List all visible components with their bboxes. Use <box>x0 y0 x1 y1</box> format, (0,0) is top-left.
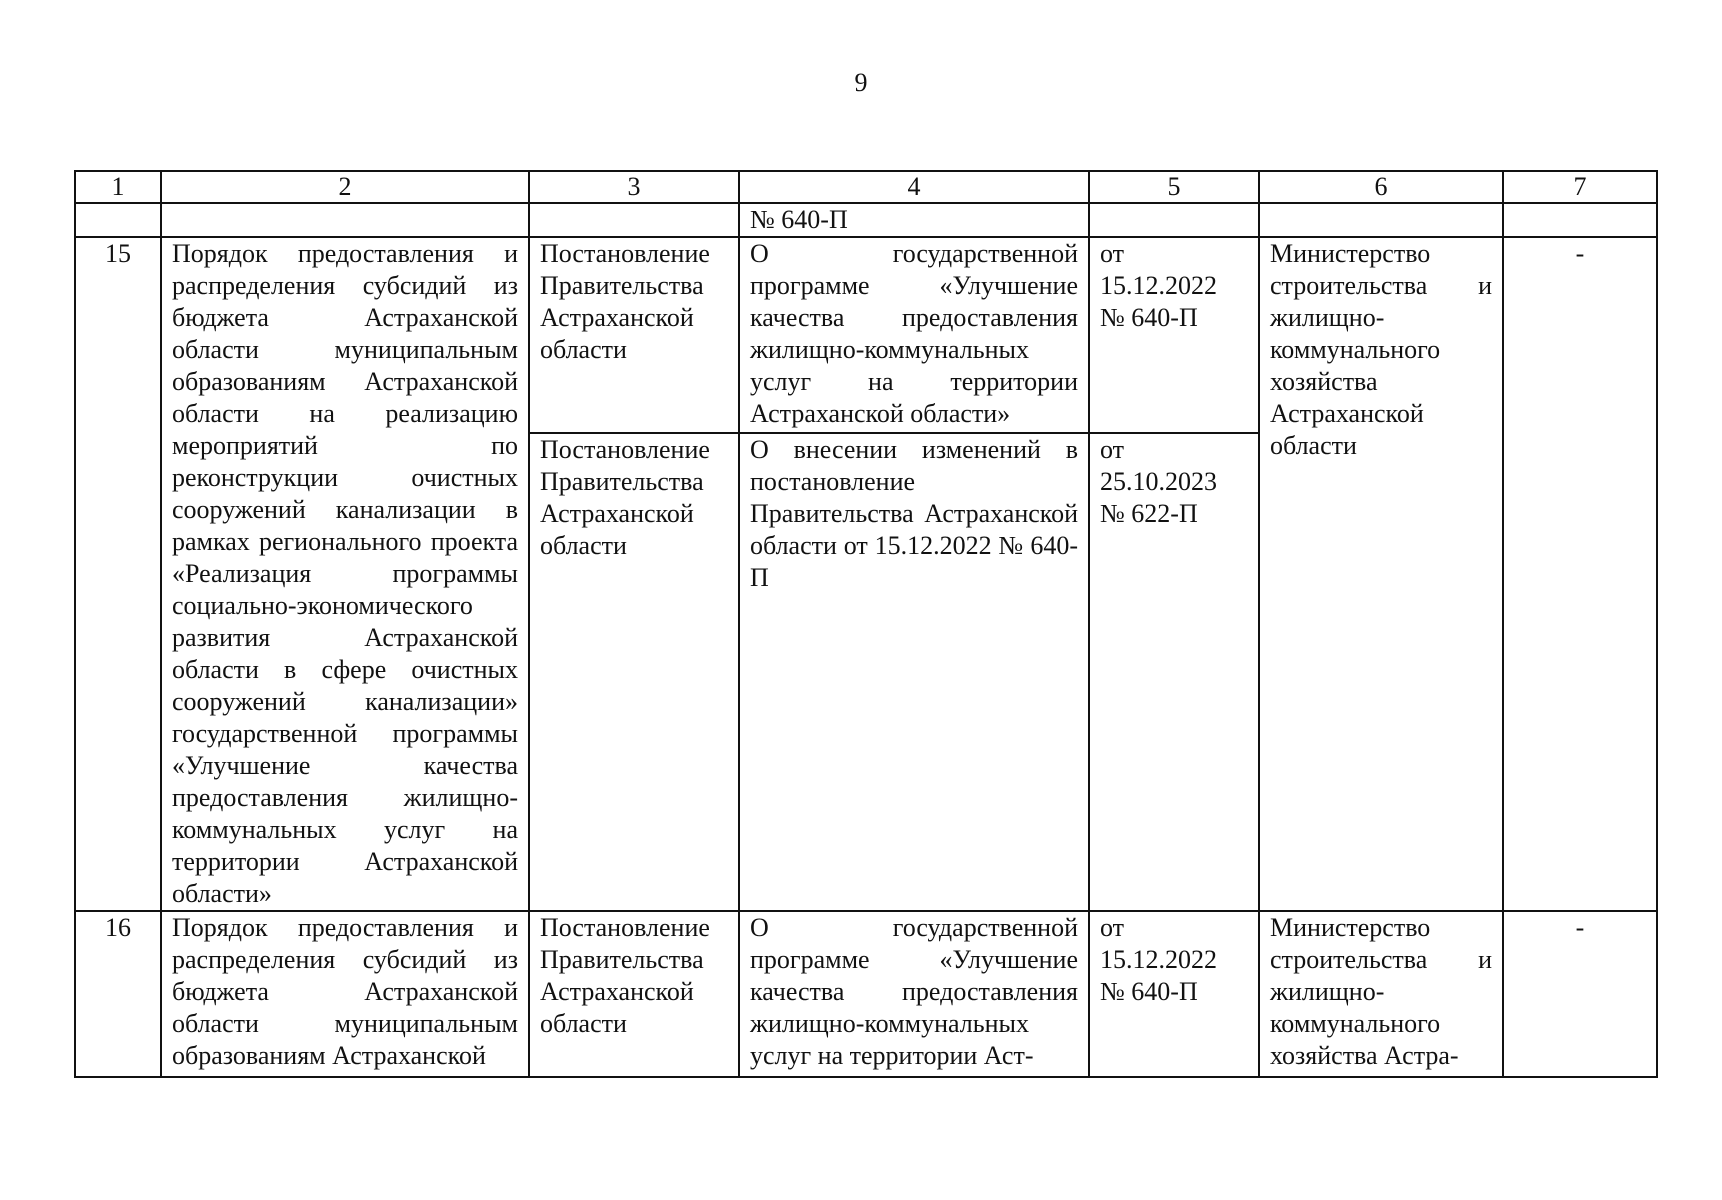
continuation-row <box>75 203 1657 237</box>
header-cell: 4 <box>739 171 1089 203</box>
document-date-number: от 15.12.2022 № 640-П <box>1089 911 1259 1077</box>
row-number: 16 <box>75 911 161 1077</box>
document-date-number: от 15.12.2022 № 640-П <box>1089 237 1259 433</box>
table-header-row <box>75 171 1657 203</box>
documents-table <box>74 170 1658 1078</box>
continuation-doc-number: № 640-П <box>739 203 1089 237</box>
header-cell: 1 <box>75 171 161 203</box>
table-row <box>75 237 1657 433</box>
table-row <box>75 911 1657 1077</box>
header-cell: 2 <box>161 171 529 203</box>
document-type: Постановление Правительства Астраханской области <box>529 911 739 1077</box>
document-name: О внесении изменений в постановление Правительства Астраханской области от 15.12.2022 № 640-П <box>739 433 1089 911</box>
document-name: О государственной программе «Улучшение качества предоставления жилищно-коммунальных услуг на территории Аст- <box>739 911 1089 1077</box>
procedure-title: Порядок предоставления и распределения субсидий из бюджета Астраханской области муниципальным образованиям Астраханской <box>161 911 529 1077</box>
header-cell: 3 <box>529 171 739 203</box>
document-date-number: от 25.10.2023 № 622-П <box>1089 433 1259 911</box>
col7-value: - <box>1503 911 1657 1077</box>
document-type: Постановление Правительства Астраханской области <box>529 237 739 433</box>
header-cell: 7 <box>1503 171 1657 203</box>
document-name: О государственной программе «Улучшение качества предоставления жилищно-коммунальных услуг на территории Астраханской области» <box>739 237 1089 433</box>
row-number: 15 <box>75 237 161 911</box>
header-cell: 5 <box>1089 171 1259 203</box>
responsible-ministry: Министерство строительства и жилищно-коммунального хозяйства Астра- <box>1259 911 1503 1077</box>
col7-value: - <box>1503 237 1657 911</box>
header-cell: 6 <box>1259 171 1503 203</box>
responsible-ministry: Министерство строительства и жилищно-коммунального хозяйства Астраханской области <box>1259 237 1503 911</box>
page-number: 9 <box>854 68 868 97</box>
procedure-title: Порядок предоставления и распределения субсидий из бюджета Астраханской области муниципальным образованиям Астраханской области на реализацию мероприятий по реконструкции очистных сооружений канализации в рамках регионального проекта «Реализация программы социально-экономического развития Астраханской области в сфере очистных сооружений канализации» государственной программы «Улучшение качества предоставления жилищно-коммунальных услуг на территории Астраханской области» <box>161 237 529 911</box>
document-type: Постановление Правительства Астраханской области <box>529 433 739 911</box>
